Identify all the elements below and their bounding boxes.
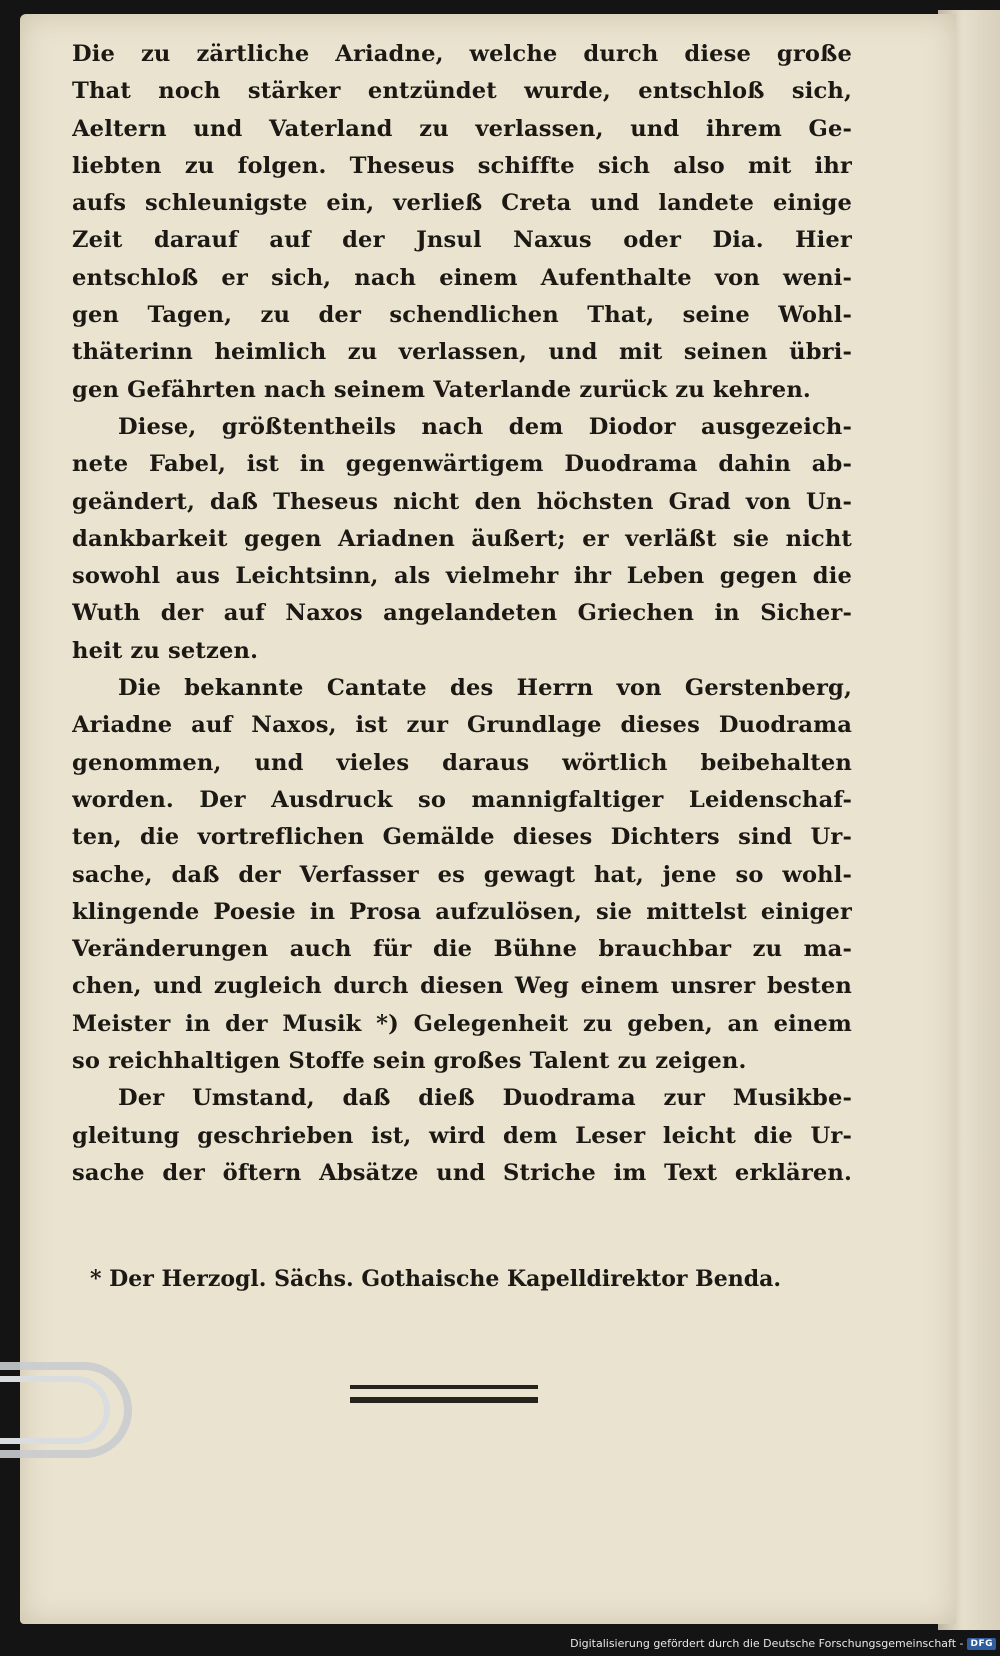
text-line: Zeit darauf auf der Jnsul Naxus oder Dia. Hier (72, 227, 852, 254)
text-line: Die bekannte Cantate des Herrn von Gerstenberg, (118, 675, 852, 702)
text-line: Meister in der Musik *) Gelegenheit zu geben, an einem (72, 1010, 852, 1037)
rule-thick-line (350, 1397, 538, 1403)
text-line: liebten zu folgen. Theseus schiffte sich also mit ihr (72, 152, 852, 179)
text-line: sache der öftern Absätze und Striche im Text erklären. (72, 1159, 852, 1186)
body-text (72, 36, 852, 1192)
text-line: Wuth der auf Naxos angelandeten Griechen in Sicher- (72, 600, 852, 627)
ornamental-rule (350, 1385, 538, 1403)
paragraph-3 (72, 670, 852, 1080)
text-line: dankbarkeit gegen Ariadnen äußert; er verläßt sie nicht (72, 525, 852, 552)
credit-text: Digitalisierung gefördert durch die Deutsche Forschungsgemeinschaft - (570, 1637, 964, 1650)
text-line: chen, und zugleich durch diesen Weg einem unsrer besten (72, 973, 852, 1000)
text-line: Ariadne auf Naxos, ist zur Grundlage dieses Duodrama (72, 712, 852, 739)
text-line: gen Tagen, zu der schendlichen That, seine Wohl- (72, 302, 852, 329)
text-line: Veränderungen auch für die Bühne brauchbar zu ma- (72, 936, 852, 963)
text-line: Diese, größtentheils nach dem Diodor ausgezeich- (118, 413, 852, 440)
text-line: gen Gefährten nach seinem Vaterlande zurück zu kehren. (72, 376, 811, 403)
text-line: geändert, daß Theseus nicht den höchsten Grad von Un- (72, 488, 852, 515)
text-line: entschloß er sich, nach einem Aufenthalte von weni- (72, 264, 852, 291)
text-line: gleitung geschrieben ist, wird dem Leser leicht die Ur- (72, 1122, 852, 1149)
rule-thin-line (350, 1385, 538, 1389)
text-line: thäterinn heimlich zu verlassen, und mit seinen übri- (72, 339, 852, 366)
text-line: Der Umstand, daß dieß Duodrama zur Musikbe- (118, 1085, 852, 1112)
text-line: sowohl aus Leichtsinn, als vielmehr ihr Leben gegen die (72, 563, 852, 590)
paragraph-1 (72, 36, 852, 409)
text-line: Die zu zärtliche Ariadne, welche durch diese große (72, 41, 852, 67)
text-line: ten, die vortreflichen Gemälde dieses Dichters sind Ur- (72, 824, 852, 851)
dfg-logo-icon: DFG (967, 1638, 996, 1650)
text-line: aufs schleunigste ein, verließ Creta und landete einige (72, 190, 852, 217)
text-line: worden. Der Ausdruck so mannigfaltiger Leidenschaf- (72, 786, 852, 813)
text-line: klingende Poesie in Prosa aufzulösen, sie mittelst einiger (72, 898, 852, 925)
digitization-credit (570, 1637, 996, 1650)
text-line: heit zu setzen. (72, 637, 259, 664)
text-line: so reichhaltigen Stoffe sein großes Talent zu zeigen. (72, 1048, 747, 1075)
text-line: genommen, und vieles daraus wörtlich beibehalten (72, 749, 852, 776)
paper-clip-inner-icon (0, 1376, 110, 1444)
paragraph-4 (72, 1080, 852, 1192)
text-line: Aeltern und Vaterland zu verlassen, und ihrem Ge- (72, 115, 852, 142)
paragraph-2 (72, 409, 852, 670)
footnote: * Der Herzogl. Sächs. Gothaische Kapelldirektor Benda. (90, 1266, 782, 1292)
text-line: That noch stärker entzündet wurde, entschloß sich, (72, 78, 852, 105)
text-line: nete Fabel, ist in gegenwärtigem Duodrama dahin ab- (72, 451, 852, 478)
text-line: sache, daß der Verfasser es gewagt hat, jene so wohl- (72, 861, 852, 888)
